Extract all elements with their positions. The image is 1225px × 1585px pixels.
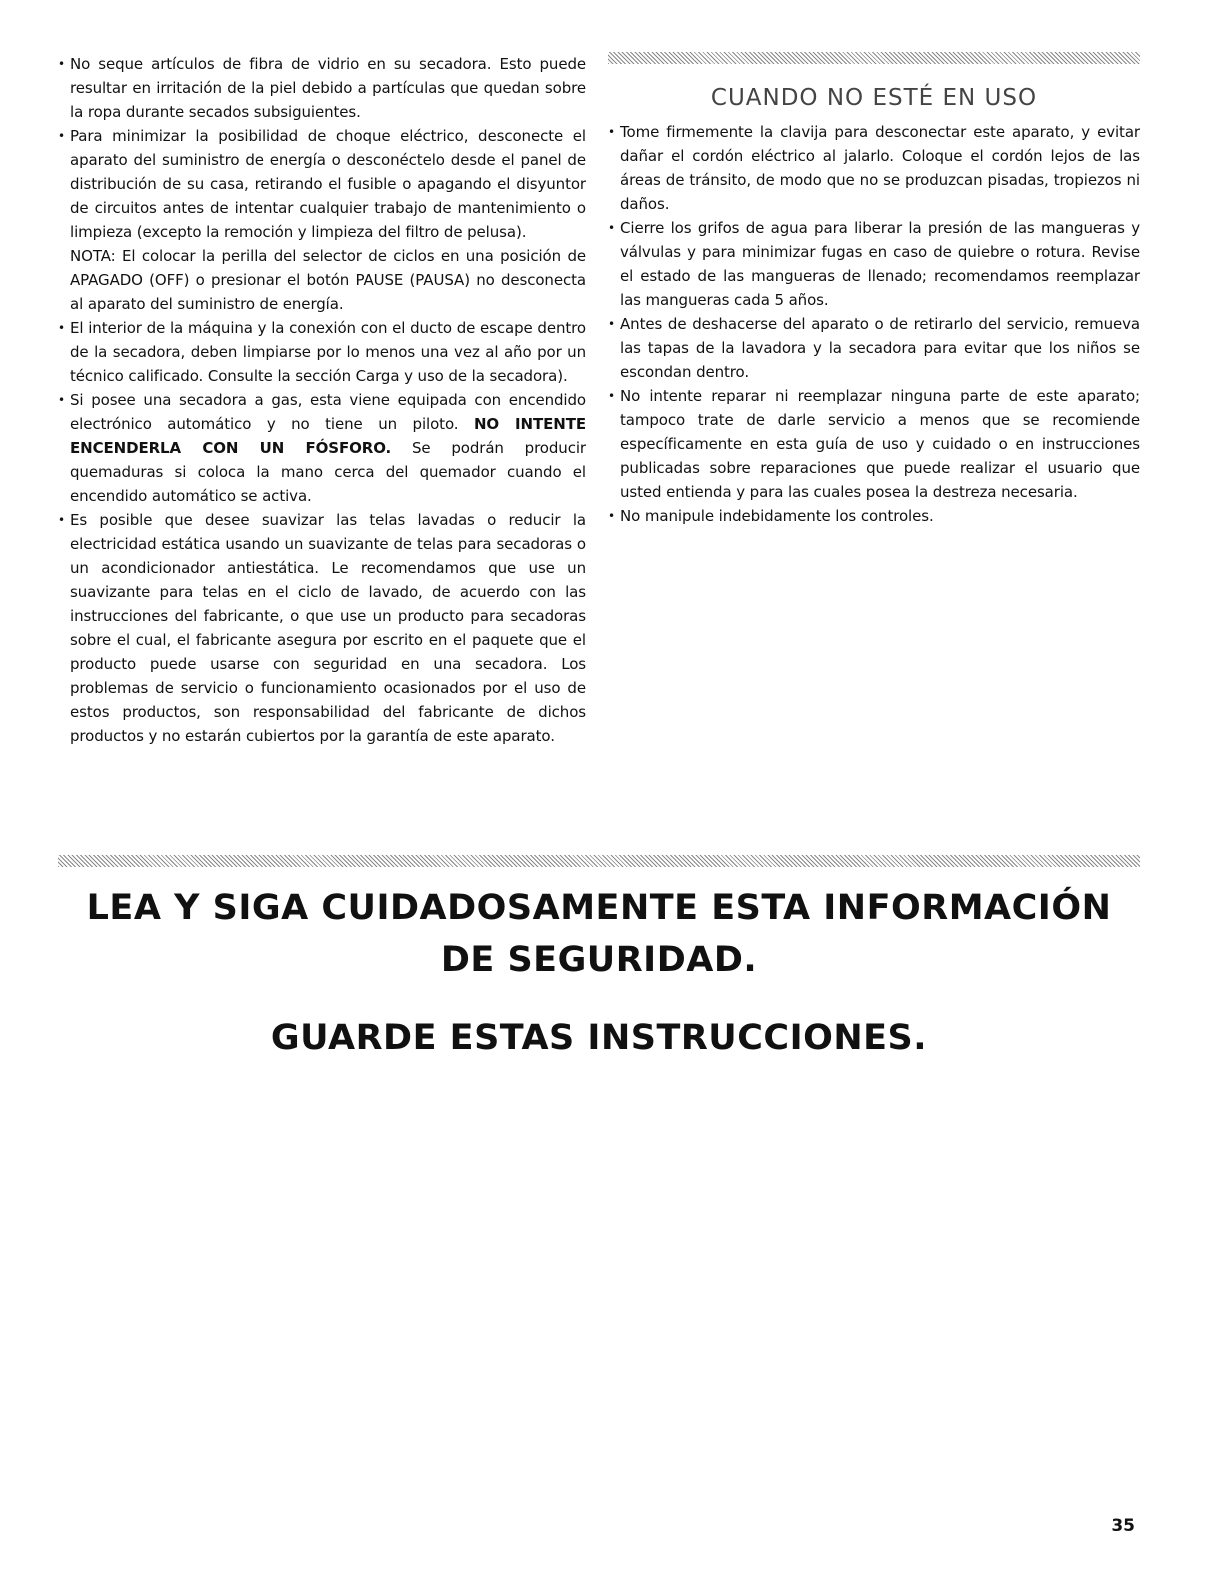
list-item: • Cierre los grifos de agua para liberar la presión de las mangueras y válvulas y para minimizar fugas en caso de quiebre o rotura. Revise el estado de las mangueras de llenado; recomendamos reemplazar las mangueras cada 5 años. — [608, 216, 1140, 312]
bullet-electric-shock: • Para minimizar la posibilidad de choque eléctrico, desconecte el aparato del suministro de energía o desconéctelo desde el panel de distribución de su casa, retirando el fusible o apagando el disyuntor de circuitos antes de intentar cualquier trabajo de mantenimiento o limpieza (excepto la remoción y limpieza del filtro de pelusa). — [58, 124, 586, 244]
bullet-interior-cleaning: • El interior de la máquina y la conexión con el ducto de escape dentro de la secadora, deben limpiarse por lo menos una vez al año por un técnico calificado. Consulte la sección Carga y uso de la secadora). — [58, 316, 586, 388]
bullet-fiberglass: • No seque artículos de fibra de vidrio en su secadora. Esto puede resultar en irritación de la piel debido a partículas que quedan sobre la ropa durante secados subsiguientes. — [58, 52, 586, 124]
page-number: 35 — [1111, 1516, 1135, 1536]
bullet-gas-ignition — [58, 388, 586, 508]
left-column — [58, 52, 586, 748]
full-width-divider-hatch — [58, 855, 1140, 867]
section-heading-not-in-use: CUANDO NO ESTÉ EN USO — [710, 85, 1038, 111]
section-divider-hatch — [608, 52, 1140, 64]
gas-ignition-text-before: Si posee una secadora a gas, esta viene equipada con encendido electrónico automático y no tiene un piloto. — [70, 391, 586, 433]
gas-ignition-text-after: Se podrán producir quemaduras si coloca la mano cerca del quemador cuando el encendido automático se activa. — [70, 439, 586, 505]
note-off-position: NOTA: El colocar la perilla del selector de ciclos en una posición de APAGADO (OFF) o presionar el botón PAUSE (PAUSA) no desconecta al aparato del suministro de energía. — [70, 247, 586, 313]
list-item: • No manipule indebidamente los controles. — [608, 504, 1140, 528]
safety-banner-read-follow: LEA Y SIGA CUIDADOSAMENTE ESTA INFORMACIÓN DE SEGURIDAD. — [86, 888, 1112, 980]
list-item: • No intente reparar ni reemplazar ninguna parte de este aparato; tampoco trate de darle servicio a menos que se recomiende específicamente en esta guía de uso y cuidado o en instrucciones publicadas sobre reparaciones que puede realizar el usuario que usted entienda y para las cuales posea la destreza necesaria. — [608, 384, 1140, 504]
safety-banner-save-instructions: GUARDE ESTAS INSTRUCCIONES. — [270, 1018, 928, 1058]
not-in-use-list — [608, 120, 1140, 528]
gas-ignition-warning: NO INTENTE ENCENDERLA CON UN FÓSFORO. — [70, 415, 586, 457]
list-item: • Antes de deshacerse del aparato o de retirarlo del servicio, remueva las tapas de la lavadora y la secadora para evitar que los niños se escondan dentro. — [608, 312, 1140, 384]
list-item: • Tome firmemente la clavija para desconectar este aparato, y evitar dañar el cordón eléctrico al jalarlo. Coloque el cordón lejos de las áreas de tránsito, de modo que no se produzcan pisadas, tropiezos ni daños. — [608, 120, 1140, 216]
right-column — [608, 64, 1140, 528]
bullet-fabric-softener: • Es posible que desee suavizar las telas lavadas o reducir la electricidad estática usando un suavizante de telas para secadoras o un acondicionador antiestática. Le recomendamos que use un suavizante para telas en el ciclo de lavado, de acuerdo con las instrucciones del fabricante, o que use un producto para secadoras sobre el cual, el fabricante asegura por escrito en el paquete que el producto puede usarse con seguridad en una secadora. Los problemas de servicio o funcionamiento ocasionados por el uso de estos productos, son responsabilidad del fabricante de dichos productos y no estarán cubiertos por la garantía de este aparato. — [58, 508, 586, 748]
